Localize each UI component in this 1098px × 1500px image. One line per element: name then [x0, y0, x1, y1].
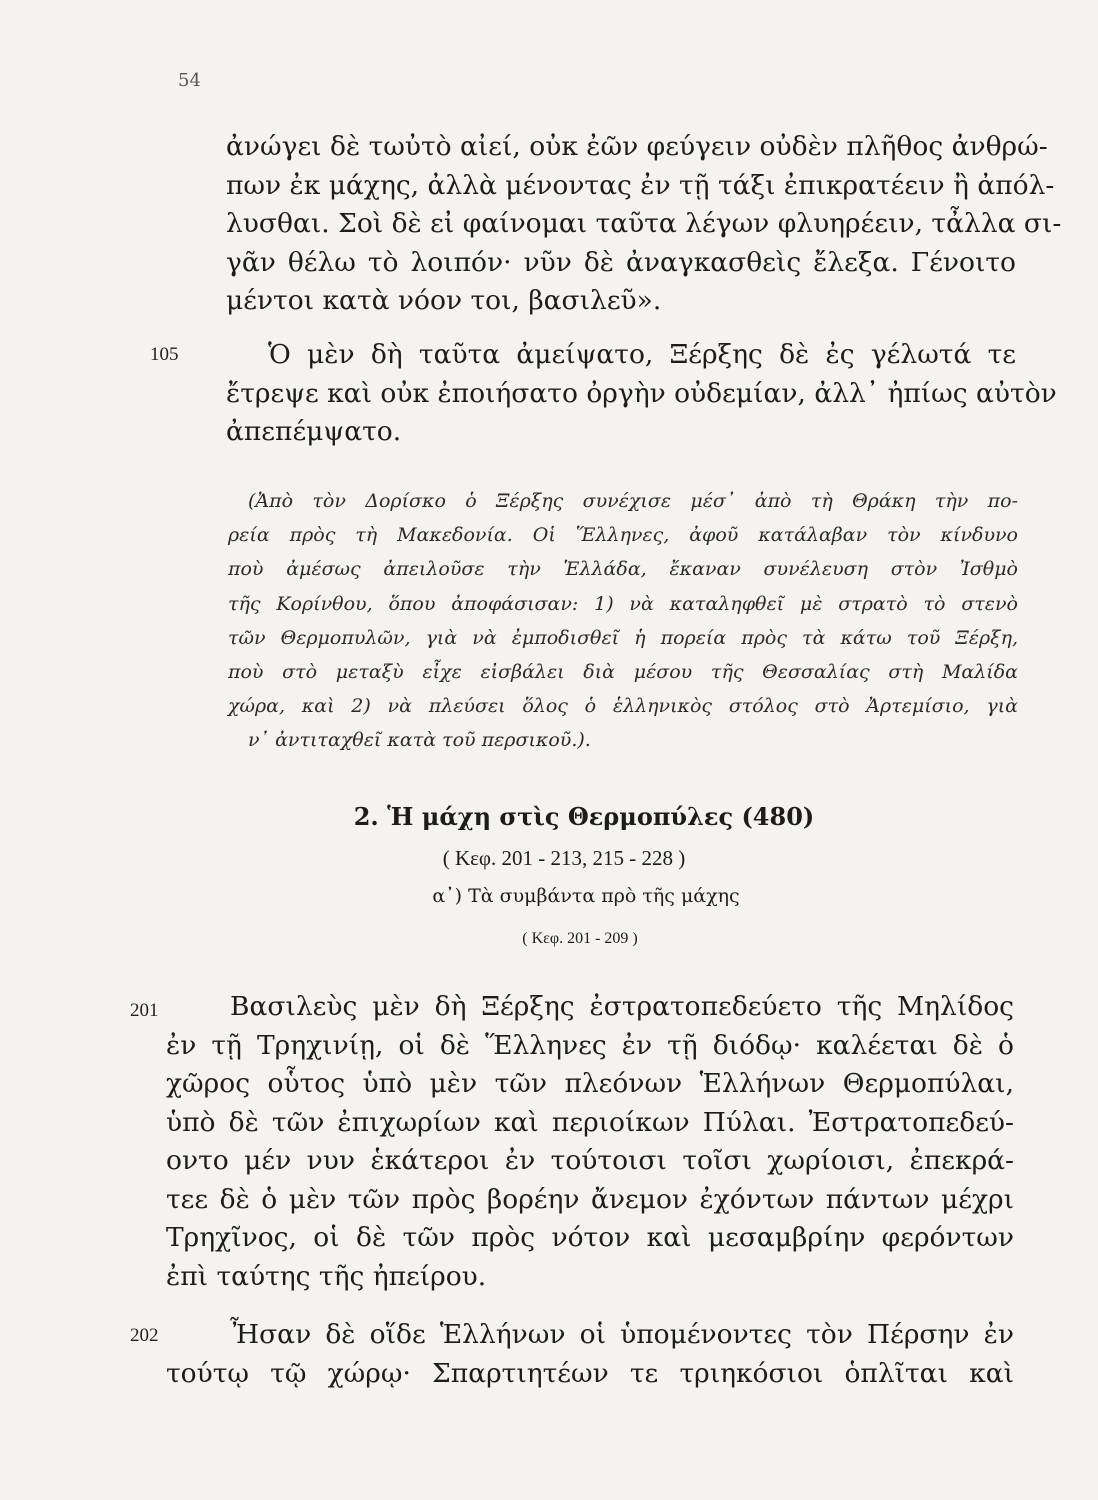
section-subtitle: α᾽) Τὰ συμβάντα πρὸ τῆς μάχης — [432, 885, 740, 907]
section-chapters: ( Κεφ. 201 - 213, 215 - 228 ) — [442, 846, 686, 870]
text-line: ἐν τῇ Τρηχινίῃ, οἱ δὲ Ἕλληνες ἐν τῇ διόδῳ· καλέεται δὲ ὁ — [166, 1029, 1014, 1061]
note-line: ρεία πρὸς τὴ Μακεδονία. Οἱ Ἕλληνες, ἀφοῦ κατάλαβαν τὸν κίνδυνο — [228, 524, 1018, 547]
editorial-note — [228, 484, 1018, 758]
paragraph-201 — [166, 988, 1014, 1296]
paragraph-202 — [166, 1316, 1014, 1393]
note-line: ν᾽ ἀντιταχθεῖ κατὰ τοῦ περσικοῦ.). — [248, 729, 591, 752]
note-line: τῆς Κορίνθου, ὅπου ἀποφάσισαν: 1) νὰ καταληφθεῖ μὲ στρατὸ τὸ στενὸ — [228, 592, 1018, 615]
paragraph-105 — [226, 336, 1057, 452]
text-line: ἀπεπέμψατο. — [226, 416, 402, 447]
text-line: οντο μέν νυν ἑκάτεροι ἐν τούτοισι τοῖσι χωρίοισι, ἐπεκρά- — [166, 1145, 1014, 1176]
text-line: Ὁ μὲν δὴ ταῦτα ἀμείψατο, Ξέρξης δὲ ἐς γέλωτά τε — [268, 339, 1016, 370]
text-line: μέντοι κατὰ νόον τοι, βασιλεῦ». — [226, 285, 662, 316]
text-line: τούτῳ τῷ χώρῳ· Σπαρτιητέων τε τριηκόσιοι ὁπλῖται καὶ — [166, 1357, 1014, 1389]
text-line: Βασιλεὺς μὲν δὴ Ξέρξης ἐστρατοπεδεύετο τῆς Μηλίδος — [230, 991, 1014, 1022]
text-line: Ἦσαν δὲ οἵδε Ἑλλήνων οἱ ὑπομένοντες τὸν Πέρσην ἐν — [230, 1319, 1014, 1350]
marginal-number-105: 105 — [150, 344, 179, 365]
text-line: ἔτρεψε καὶ οὐκ ἐποιήσατο ὀργὴν οὐδεμίαν, ἀλλ᾽ ἠπίως αὐτὸν — [226, 377, 1057, 409]
note-line: ποὺ ἀμέσως ἀπειλοῦσε τὴν Ἑλλάδα, ἔκαναν συνέλευση στὸν Ἰσθμὸ — [228, 558, 1018, 581]
section-subchapters: ( Κεφ. 201 - 209 ) — [522, 930, 638, 947]
text-line: τεε δὲ ὁ μὲν τῶν πρὸς βορέην ἄνεμον ἐχόντων πάντων μέχρι — [166, 1183, 1014, 1215]
text-line: πων ἐκ μάχης, ἀλλὰ μένοντας ἐν τῇ τάξι ἐπικρατέειν ἢ ἀπόλ- — [226, 169, 1055, 201]
paragraph-continuation — [226, 128, 1062, 321]
text-line: ἀνώγει δὲ τωὐτὸ αἰεί, οὐκ ἐῶν φεύγειν οὐδὲν πλῆθος ἀνθρώ- — [226, 131, 1048, 162]
note-line: τῶν Θερμοπυλῶν, γιὰ νὰ ἐμποδισθεῖ ἡ πορεία πρὸς τὰ κάτω τοῦ Ξέρξη, — [228, 626, 1018, 649]
marginal-number-202: 202 — [130, 1325, 159, 1346]
text-line: Τρηχῖνος, οἱ δὲ τῶν πρὸς νότον καὶ μεσαμβρίην φερόντων — [166, 1222, 1014, 1253]
page-number: 54 — [178, 70, 201, 91]
text-line: ὑπὸ δὲ τῶν ἐπιχωρίων καὶ περιοίκων Πύλαι. Ἐστρατοπεδεύ- — [166, 1106, 1014, 1138]
marginal-number-201: 201 — [130, 1000, 159, 1021]
text-line: λυσθαι. Σοὶ δὲ εἰ φαίνομαι ταῦτα λέγων φλυηρέειν, τἆλλα σι- — [226, 208, 1062, 239]
text-line: ἐπὶ ταύτης τῆς ἠπείρου. — [166, 1260, 487, 1292]
note-line: χώρα, καὶ 2) νὰ πλεύσει ὅλος ὁ ἑλληνικὸς στόλος στὸ Ἀρτεμίσιο, γιὰ — [228, 695, 1018, 718]
text-line: γᾶν θέλω τὸ λοιπόν· νῦν δὲ ἀναγκασθεὶς ἔλεξα. Γένοιτο — [226, 246, 1016, 278]
note-line: ποὺ στὸ μεταξὺ εἶχε εἰσβάλει διὰ μέσου τῆς Θεσσαλίας στὴ Μαλίδα — [228, 661, 1018, 684]
text-line: χῶρος οὗτος ὑπὸ μὲν τῶν πλεόνων Ἑλλήνων Θερμοπύλαι, — [166, 1068, 1014, 1099]
note-line: (Ἀπὸ τὸν Δορίσκο ὁ Ξέρξης συνέχισε μέσ᾽ ἀπὸ τὴ Θράκη τὴν πο- — [248, 490, 1018, 512]
section-title: 2. Ἡ μάχη στὶς Θερμοπύλες (480) — [353, 802, 815, 831]
